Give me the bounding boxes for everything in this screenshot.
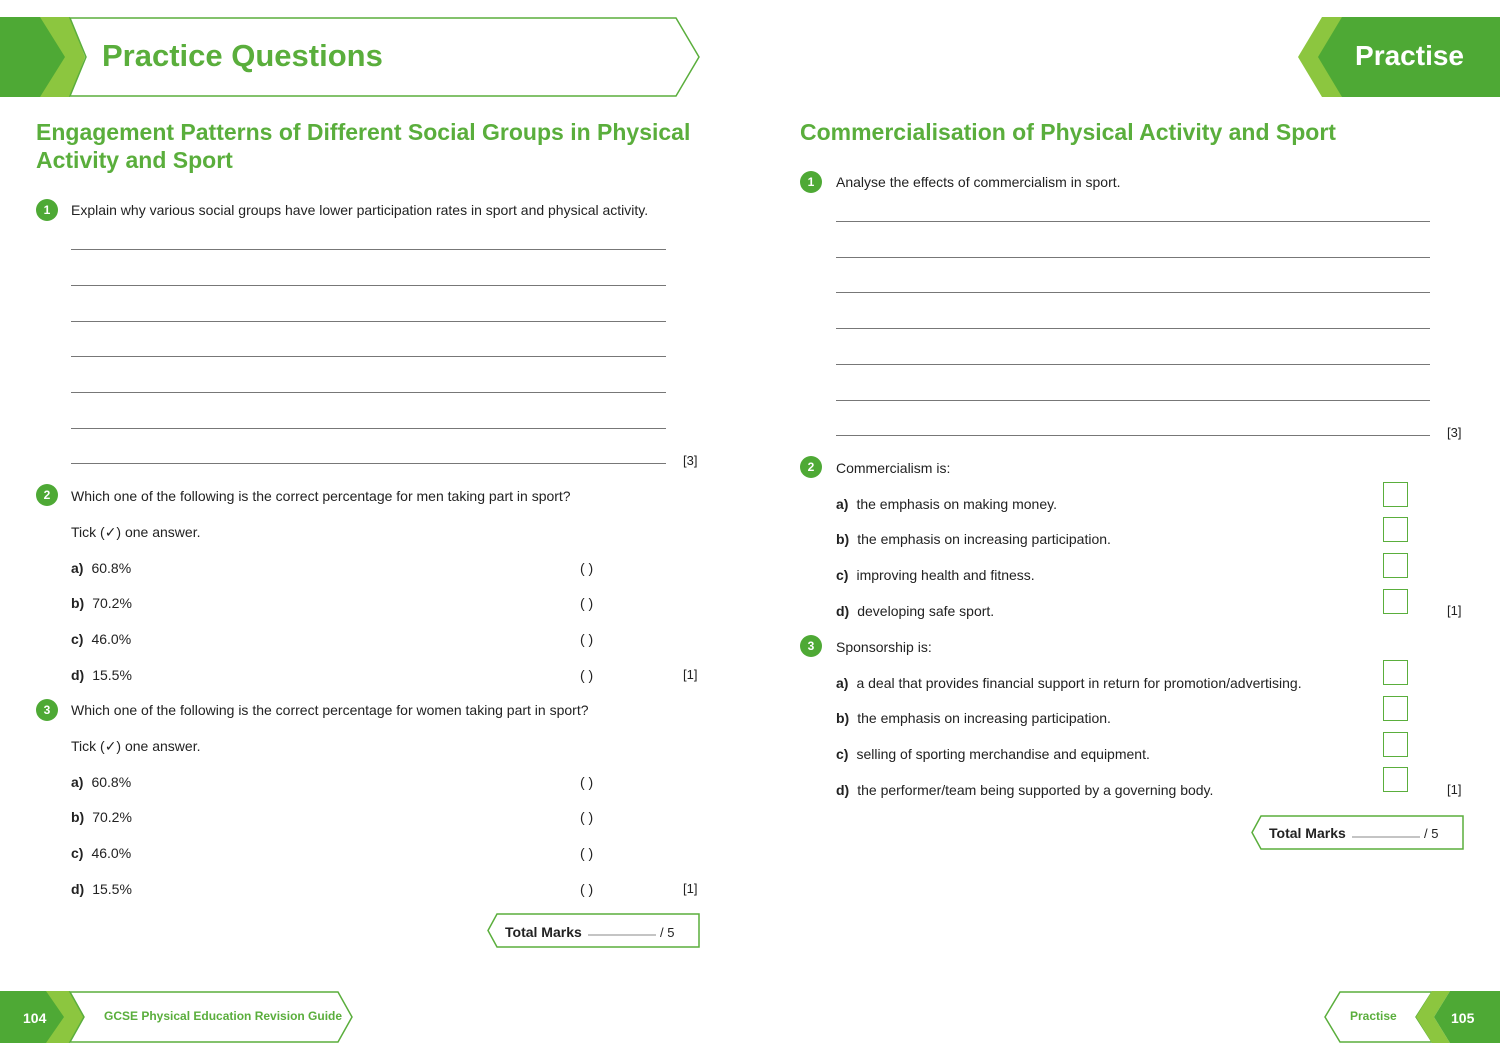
option-b: b) 70.2% bbox=[71, 595, 132, 611]
answer-line[interactable] bbox=[836, 400, 1430, 401]
question-number: 3 bbox=[36, 699, 58, 721]
tick-box[interactable] bbox=[1383, 482, 1408, 507]
option-c: c) 46.0% bbox=[71, 631, 132, 647]
instruction-text: Tick (✓) one answer. bbox=[71, 738, 201, 754]
section-title: Commercialisation of Physical Activity and Sport bbox=[800, 119, 1336, 145]
question-text: Explain why various social groups have lower participation rates in sport and physical activity. bbox=[71, 202, 649, 218]
question-number: 2 bbox=[800, 456, 822, 478]
answer-line[interactable] bbox=[836, 364, 1430, 365]
option-b: b) the emphasis on increasing participation. bbox=[836, 531, 1111, 547]
answer-bracket[interactable]: ( ) bbox=[580, 595, 594, 611]
page-title: Practice Questions bbox=[102, 38, 383, 73]
tick-box[interactable] bbox=[1383, 732, 1408, 757]
option-d: d) the performer/team being supported by a governing body. bbox=[836, 782, 1214, 798]
tick-box[interactable] bbox=[1383, 553, 1408, 578]
footer-book-title: GCSE Physical Education Revision Guide bbox=[104, 1009, 343, 1023]
instruction-text: Tick (✓) one answer. bbox=[71, 524, 201, 540]
option-d: d) developing safe sport. bbox=[836, 603, 995, 619]
answer-bracket[interactable]: ( ) bbox=[580, 845, 594, 861]
total-marks-label: Total Marks bbox=[1269, 825, 1346, 841]
footer-section-label: Practise bbox=[1350, 1009, 1397, 1023]
tick-box[interactable] bbox=[1383, 589, 1408, 614]
tick-box[interactable] bbox=[1383, 696, 1408, 721]
answer-bracket[interactable]: ( ) bbox=[580, 560, 594, 576]
tick-box[interactable] bbox=[1383, 517, 1408, 542]
option-a: a) the emphasis on making money. bbox=[836, 496, 1057, 512]
question-text: Analyse the effects of commercialism in sport. bbox=[836, 174, 1121, 190]
marks-label: [3] bbox=[683, 453, 698, 468]
question-text: Sponsorship is: bbox=[836, 639, 932, 655]
option-c: c) selling of sporting merchandise and equipment. bbox=[836, 746, 1150, 762]
question-text: Commercialism is: bbox=[836, 460, 951, 476]
option-a: a) 60.8% bbox=[71, 774, 132, 790]
tick-box[interactable] bbox=[1383, 767, 1408, 792]
marks-label: [3] bbox=[1447, 425, 1462, 440]
answer-line[interactable] bbox=[836, 292, 1430, 293]
total-marks-label: Total Marks bbox=[505, 924, 582, 940]
page-number-right: 105 bbox=[1451, 1010, 1475, 1026]
option-b: b) 70.2% bbox=[71, 809, 132, 825]
question-number: 1 bbox=[36, 199, 58, 221]
option-c: c) 46.0% bbox=[71, 845, 132, 861]
answer-bracket[interactable]: ( ) bbox=[580, 774, 594, 790]
answer-line[interactable] bbox=[71, 249, 666, 250]
section-title-line1: Engagement Patterns of Different Social Groups in Physical bbox=[36, 119, 691, 145]
answer-line[interactable] bbox=[71, 428, 666, 429]
question-number: 3 bbox=[800, 635, 822, 657]
answer-line[interactable] bbox=[71, 463, 666, 464]
answer-bracket[interactable]: ( ) bbox=[580, 631, 594, 647]
question-text: Which one of the following is the correct percentage for women taking part in sport? bbox=[71, 702, 589, 718]
answer-line[interactable] bbox=[836, 435, 1430, 436]
answer-line[interactable] bbox=[71, 356, 666, 357]
section-tag: Practise bbox=[1355, 40, 1464, 71]
answer-bracket[interactable]: ( ) bbox=[580, 881, 594, 897]
option-a: a) a deal that provides financial support in return for promotion/advertising. bbox=[836, 675, 1302, 691]
total-marks-value: / 5 bbox=[660, 925, 675, 940]
option-d: d) 15.5% bbox=[71, 881, 132, 897]
total-marks-value: / 5 bbox=[1424, 826, 1439, 841]
option-b: b) the emphasis on increasing participation. bbox=[836, 710, 1111, 726]
marks-label: [1] bbox=[1447, 603, 1462, 618]
option-a: a) 60.8% bbox=[71, 560, 132, 576]
answer-bracket[interactable]: ( ) bbox=[580, 809, 594, 825]
answer-line[interactable] bbox=[836, 221, 1430, 222]
answer-line[interactable] bbox=[71, 392, 666, 393]
answer-bracket[interactable]: ( ) bbox=[580, 667, 594, 683]
answer-line[interactable] bbox=[836, 328, 1430, 329]
answer-line[interactable] bbox=[71, 285, 666, 286]
option-d: d) 15.5% bbox=[71, 667, 132, 683]
tick-box[interactable] bbox=[1383, 660, 1408, 685]
question-text: Which one of the following is the correct percentage for men taking part in sport? bbox=[71, 488, 571, 504]
option-c: c) improving health and fitness. bbox=[836, 567, 1035, 583]
question-number: 2 bbox=[36, 484, 58, 506]
marks-label: [1] bbox=[1447, 782, 1462, 797]
question-number: 1 bbox=[800, 171, 822, 193]
answer-line[interactable] bbox=[71, 321, 666, 322]
page-number-left: 104 bbox=[23, 1010, 47, 1026]
section-title-line2: Activity and Sport bbox=[36, 147, 233, 173]
marks-label: [1] bbox=[683, 667, 698, 682]
marks-label: [1] bbox=[683, 881, 698, 896]
answer-line[interactable] bbox=[836, 257, 1430, 258]
